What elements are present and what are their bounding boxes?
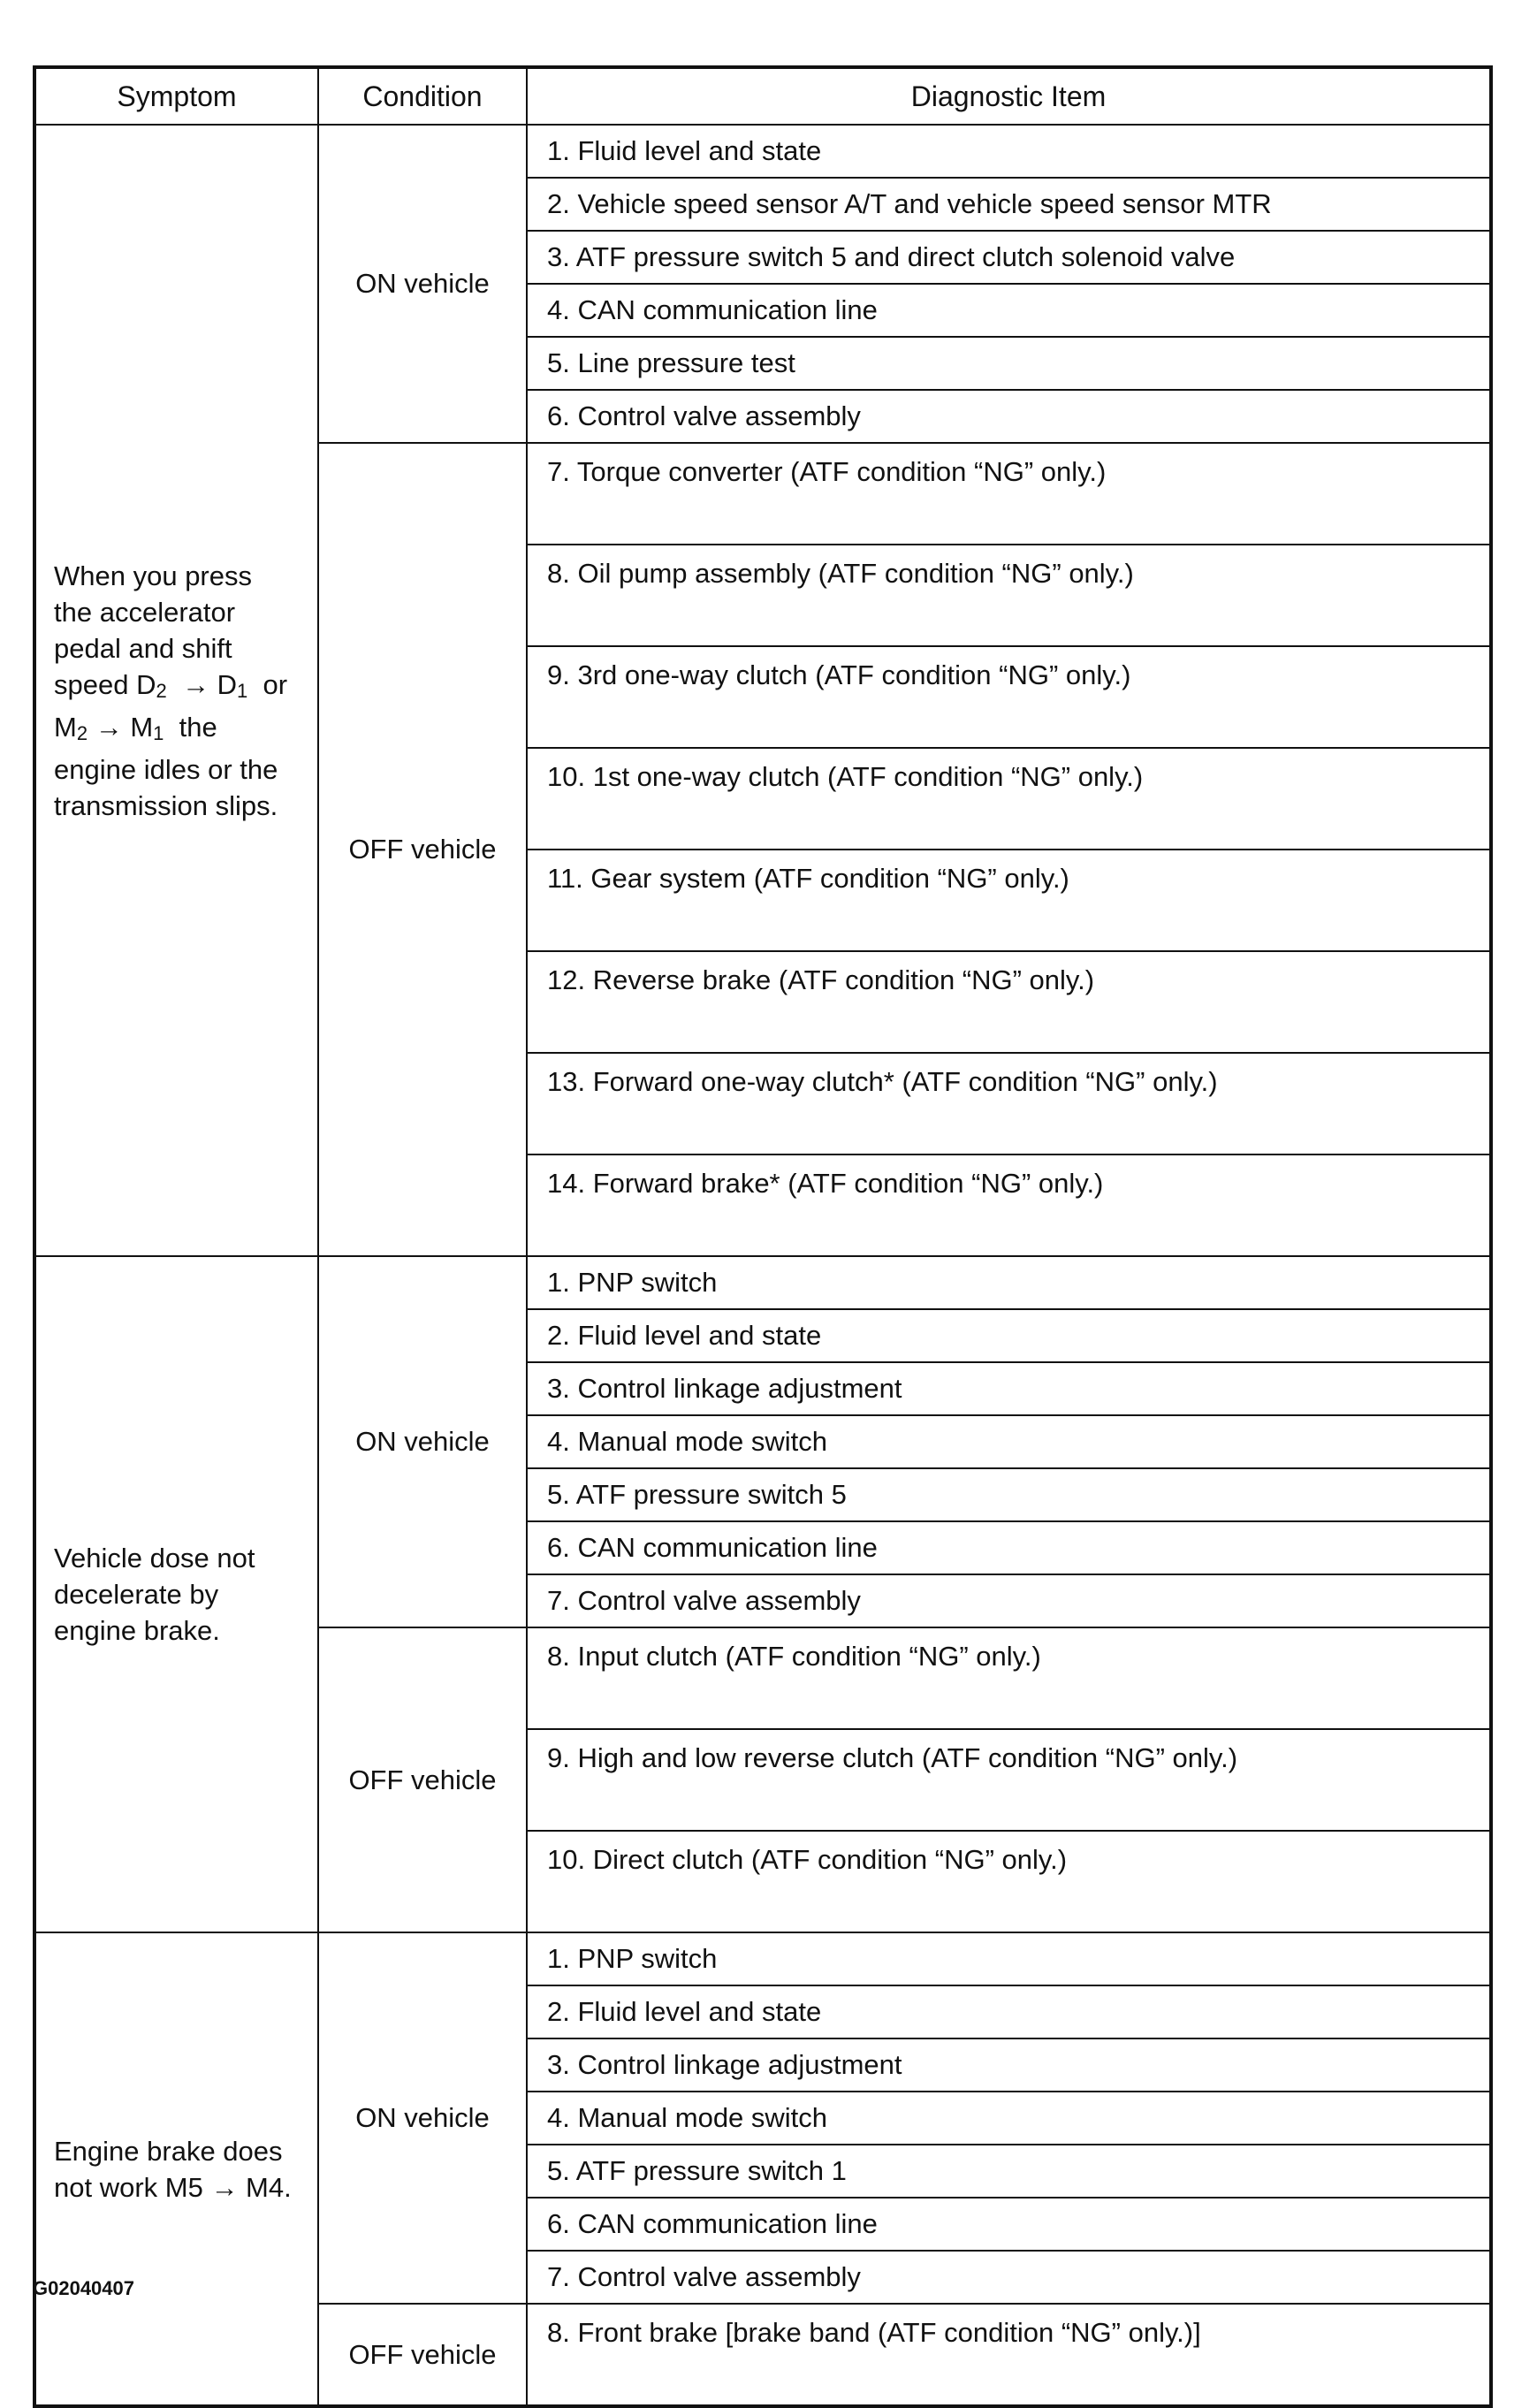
table-row [34,125,1491,178]
diagnostic-item: 14. Forward brake* (ATF condition “NG” only.) [527,1154,1491,1256]
diagnostic-item: 3. Control linkage adjustment [527,2038,1491,2092]
symptom-line: decelerate by [54,1579,219,1610]
condition-cell: OFF vehicle [318,2304,527,2406]
symptom-cell [34,1932,318,2406]
diagnostic-item: 3. Control linkage adjustment [527,1362,1491,1415]
diagnostic-item: 5. Line pressure test [527,337,1491,390]
condition-cell: OFF vehicle [318,1627,527,1932]
diagnostic-item: 11. Gear system (ATF condition “NG” only.) [527,850,1491,951]
diagnostic-item: 6. Control valve assembly [527,390,1491,443]
symptom-cell [34,125,318,1256]
header-condition: Condition [318,67,527,125]
symptom-line: engine idles or the [54,753,278,785]
condition-cell: ON vehicle [318,125,527,443]
diagnostic-item: 1. PNP switch [527,1932,1491,1985]
header-symptom: Symptom [34,67,318,125]
diagnostic-table [33,65,1493,2408]
diagnostic-item: 8. Input clutch (ATF condition “NG” only.) [527,1627,1491,1729]
diagnostic-item: 2. Fluid level and state [527,1985,1491,2038]
diagnostic-item: 2. Vehicle speed sensor A/T and vehicle speed sensor MTR [527,178,1491,231]
symptom-line: transmission slips. [54,789,278,821]
diagnostic-item: 12. Reverse brake (ATF condition “NG” only.) [527,951,1491,1053]
table-row [34,1932,1491,1985]
table-row [34,1256,1491,1309]
condition-cell: ON vehicle [318,1256,527,1627]
diagnostic-item: 1. PNP switch [527,1256,1491,1309]
symptom-line: not work M5 → M4. [54,2171,292,2203]
diagnostic-item: 4. Manual mode switch [527,2092,1491,2145]
header-diagnostic-item: Diagnostic Item [527,67,1491,125]
diagnostic-item: 4. CAN communication line [527,284,1491,337]
diagnostic-item: 7. Control valve assembly [527,2251,1491,2304]
header-row [34,67,1491,125]
diagnostic-item: 10. Direct clutch (ATF condition “NG” only.) [527,1831,1491,1932]
diagnostic-item: 9. 3rd one-way clutch (ATF condition “NG” only.) [527,646,1491,748]
diagnostic-item: 8. Oil pump assembly (ATF condition “NG” only.) [527,545,1491,646]
condition-cell: OFF vehicle [318,443,527,1256]
symptom-line: Engine brake does [54,2135,283,2167]
diagnostic-item: 3. ATF pressure switch 5 and direct clutch solenoid valve [527,231,1491,284]
symptom-line: pedal and shift [54,632,232,664]
diagnostic-item: 7. Control valve assembly [527,1574,1491,1627]
diagnostic-item: 7. Torque converter (ATF condition “NG” only.) [527,443,1491,545]
condition-cell: ON vehicle [318,1932,527,2304]
diagnostic-item: 1. Fluid level and state [527,125,1491,178]
symptom-line: the accelerator [54,596,236,628]
symptom-line: speed $D_2 \to D_1$ or [54,668,288,702]
diagnostic-item: 9. High and low reverse clutch (ATF condition “NG” only.) [527,1729,1491,1831]
diagnostic-item: 13. Forward one-way clutch* (ATF condition “NG” only.) [527,1053,1491,1154]
diagnostic-item: 8. Front brake [brake band (ATF condition “NG” only.)] [527,2304,1491,2406]
symptom-line: When you press [54,560,252,591]
symptom-line: Vehicle dose not [54,1543,255,1574]
diagnostic-item: 2. Fluid level and state [527,1309,1491,1362]
diagnostic-item: 10. 1st one-way clutch (ATF condition “NG” only.) [527,748,1491,850]
diagnostic-item: 5. ATF pressure switch 5 [527,1468,1491,1521]
diagnostic-item: 6. CAN communication line [527,2198,1491,2251]
diagnostic-item: 6. CAN communication line [527,1521,1491,1574]
figure-id: G02040407 [33,2277,134,2299]
diagnostic-item: 4. Manual mode switch [527,1415,1491,1468]
symptom-line: engine brake. [54,1615,220,1646]
symptom-line: $M_2 \to M_1$ the [54,711,217,744]
symptom-cell [34,1256,318,1932]
diagnostic-item: 5. ATF pressure switch 1 [527,2145,1491,2198]
